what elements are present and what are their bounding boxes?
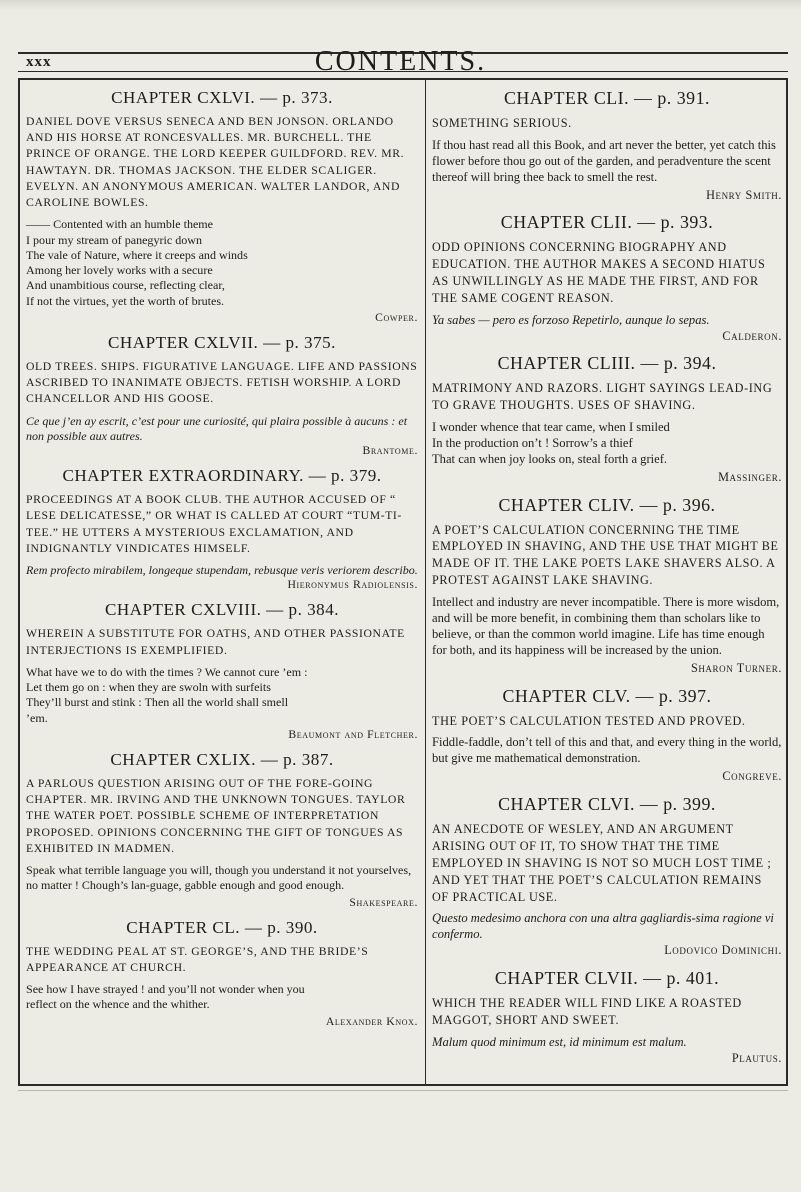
epigraph-line: —— Contented with an humble theme (26, 217, 214, 232)
chapter-summary: WHICH THE READER WILL FIND LIKE A ROASTED MAGGOT, SHORT AND SWEET. (432, 995, 742, 1027)
epigraph-attribution: Henry Smith. (706, 187, 782, 202)
chapter-heading: CHAPTER EXTRAORDINARY. — p. 379. (62, 466, 382, 486)
chapter-entry (432, 88, 782, 203)
epigraph-italic: Ce que j’en ay escrit, c’est pour une curiosité, qui plaira possible à aucuns : et non possible aux autres. (26, 413, 408, 443)
epigraph-line: reflect on the whence and the whither. (26, 997, 210, 1012)
bottom-rule (18, 1090, 788, 1091)
chapter-entry (26, 750, 418, 909)
epigraph-line: The vale of Nature, where it creeps and winds (26, 247, 248, 262)
epigraph-attribution: Plautus. (731, 1050, 782, 1065)
chapter-heading: CHAPTER CLIII. — p. 394. (497, 353, 717, 374)
chapter-summary: THE WEDDING PEAL AT ST. GEORGE’S, AND THE BRIDE’S APPEARANCE AT CHURCH. (26, 944, 369, 974)
epigraph (432, 420, 782, 468)
epigraph-line: Fiddle-faddle, don’t tell of this and that, and every thing in the world, but give me mathematical demonstration. (432, 735, 782, 766)
right-column (432, 88, 782, 1075)
epigraph-line: If thou hast read all this Book, and art never the better, yet catch this flower before thou go out of the garden, and peradventure the scent thereof will bring thee back to smell the rest. (432, 137, 776, 184)
epigraph (432, 595, 782, 659)
chapter-entry (432, 968, 782, 1066)
epigraph (26, 982, 418, 1013)
epigraph-line: ’em. (26, 710, 48, 725)
chapter-summary: ODD OPINIONS CONCERNING BIOGRAPHY AND EDUCATION. THE AUTHOR MAKES A SECOND HIATUS AS UNWILLINGLY AS HE MADE THE FIRST, AND FOR THE SAME COGENT REASON. (432, 240, 766, 306)
epigraph-line: What have we to do with the times ? We cannot cure ’em : (26, 664, 308, 679)
epigraph-attribution: Massinger. (718, 470, 782, 485)
chapter-entry (26, 88, 418, 324)
epigraph-italic: Rem profecto mirabilem, longeque stupendam, rebusque veris veriorem describo. (26, 563, 418, 578)
chapter-summary: AN ANECDOTE OF WESLEY, AND AN ARGUMENT ARISING OUT OF IT, TO SHOW THAT THE TIME EMPLOYED IN SHAVING IS NOT SO MUCH LOST TIME ; AND YET THAT THE POET’S CALCULATION REMAINS OF PRACTICAL USE. (432, 821, 772, 904)
chapter-entry (432, 353, 782, 485)
chapter-entry (26, 333, 418, 457)
epigraph-attribution: Shakespeare. (349, 895, 418, 909)
chapter-entry (432, 686, 782, 785)
chapter-summary: OLD TREES. SHIPS. FIGURATIVE LANGUAGE. LIFE AND PASSIONS ASCRIBED TO INANIMATE OBJECTS. FETISH WORSHIP. A LORD CHANCELLOR AND HIS GOOSE. (26, 360, 418, 406)
chapter-heading: CHAPTER CLVI. — p. 399. (498, 793, 716, 814)
epigraph-attribution: Lodovico Dominichi. (664, 943, 782, 958)
epigraph-attribution: Cowper. (375, 311, 418, 324)
chapter-heading: CHAPTER CXLVII. — p. 375. (108, 333, 336, 352)
epigraph-attribution: Calderon. (722, 328, 782, 343)
epigraph-line: I wonder whence that tear came, when I smiled (432, 420, 670, 435)
chapter-entry (26, 466, 418, 591)
left-column (26, 88, 418, 1037)
chapter-summary: PROCEEDINGS AT A BOOK CLUB. THE AUTHOR ACCUSED OF “ LESE DELICATESSE,” OR WHAT IS CALLED AT COURT “TUM-TI-TEE.” HE UTTERS A MYSTERIOUS EXCLAMATION, AND INDIGNANTLY VINDICATES HIMSELF. (26, 493, 402, 555)
epigraph-line: Intellect and industry are never incompatible. There is more wisdom, and will be more benefit, in combining them than scholars like to believe, or than the common world imagine. Life has time enough for both, and its happiness will be increased by the union. (432, 595, 780, 658)
page-edge (0, 0, 801, 10)
epigraph-line: Speak what terrible language you will, though you understand it not yourselves, no matter ! Chough’s lan-guage, gabble enough and good enough. (26, 862, 412, 893)
epigraph (26, 217, 418, 309)
epigraph-attribution: Alexander Knox. (325, 1014, 418, 1028)
chapter-summary: THE POET’S CALCULATION TESTED AND PROVED. (432, 713, 746, 728)
chapter-heading: CHAPTER CLV. — p. 397. (502, 685, 712, 706)
epigraph-line: And unambitious course, reflecting clear, (26, 278, 225, 293)
epigraph-line: Let them go on : when they are swoln with surfeits (26, 680, 271, 695)
running-head: CONTENTS. (314, 46, 487, 77)
chapter-entry (26, 600, 418, 741)
epigraph-attribution: Congreve. (722, 769, 782, 784)
epigraph-attribution: Brantome. (362, 444, 418, 458)
chapter-heading: CHAPTER CLIV. — p. 396. (498, 494, 716, 515)
epigraph-line: In the production on’t ! Sorrow’s a thief (432, 436, 633, 451)
epigraph (432, 138, 782, 186)
epigraph-italic: Questo medesimo anchora con una altra gagliardis-sima ragione vi confermo. (432, 911, 774, 942)
epigraph-attribution: Sharon Turner. (690, 661, 782, 676)
epigraph-line: If not the virtues, yet the worth of brutes. (26, 293, 225, 308)
chapter-heading: CHAPTER CL. — p. 390. (126, 917, 318, 937)
epigraph (26, 665, 418, 726)
chapter-heading: CHAPTER CLVII. — p. 401. (494, 967, 720, 988)
page-number: xxx (26, 54, 52, 70)
chapter-entry (432, 495, 782, 677)
epigraph (432, 735, 782, 767)
chapter-entry (432, 794, 782, 959)
epigraph-line: They’ll burst and stink : Then all the world shall smell (26, 695, 289, 710)
chapter-heading: CHAPTER CXLIX. — p. 387. (110, 749, 334, 769)
chapter-summary: DANIEL DOVE VERSUS SENECA AND BEN JONSON. ORLANDO AND HIS HORSE AT RONCESVALLES. MR. BURCHELL. THE PRINCE OF ORANGE. THE LORD KEEPER GUILDFORD. REV. MR. HAWTAYN. DR. THOMAS JACKSON. THE ELDER SCALIGER. EVELYN. AN ANONYMOUS AMERICAN. WALTER LANDOR, AND CAROLINE BOWLES. (26, 115, 405, 210)
epigraph-line: See how I have strayed ! and you’ll not wonder when you (26, 981, 305, 996)
chapter-summary: SOMETHING SERIOUS. (432, 116, 572, 130)
chapter-entry (26, 918, 418, 1028)
chapter-summary: WHEREIN A SUBSTITUTE FOR OATHS, AND OTHER PASSIONATE INTERJECTIONS IS EXEMPLIFIED. (26, 627, 405, 657)
chapter-heading: CHAPTER CLI. — p. 391. (504, 88, 710, 108)
epigraph-line: I pour my stream of panegyric down (26, 232, 202, 247)
chapter-heading: CHAPTER CLII. — p. 393. (500, 212, 714, 233)
chapter-summary: MATRIMONY AND RAZORS. LIGHT SAYINGS LEAD-ING TO GRAVE THOUGHTS. USES OF SHAVING. (432, 381, 773, 413)
epigraph-italic: Malum quod minimum est, id minimum est malum. (432, 1034, 687, 1049)
chapter-summary: A PARLOUS QUESTION ARISING OUT OF THE FORE-GOING CHAPTER. MR. IRVING AND THE UNKNOWN TONGUES. TAYLOR THE WATER POET. POSSIBLE SCHEME OF INTERPRETATION PROPOSED. OPINIONS CONCERNING THE GIFT OF TONGUES AS EXHIBITED IN MADMEN. (26, 776, 406, 855)
epigraph-line: Among her lovely works with a secure (26, 263, 213, 278)
chapter-summary: A POET’S CALCULATION CONCERNING THE TIME EMPLOYED IN SHAVING, AND THE USE THAT MIGHT BE MADE OF IT. THE LAKE POETS LAKE SHAVERS ALSO. A PROTEST AGAINST LAKE SHAVING. (432, 522, 779, 588)
epigraph-attribution: Beaumont and Fletcher. (288, 727, 418, 741)
epigraph (26, 863, 418, 894)
chapter-entry (432, 212, 782, 344)
epigraph-attribution: Hieronymus Radiolensis. (287, 578, 418, 592)
epigraph-italic: Ya sabes — pero es forzoso Repetirlo, aunque lo sepas. (432, 312, 710, 327)
column-divider (425, 80, 426, 1084)
chapter-heading: CHAPTER CXLVI. — p. 373. (111, 88, 333, 107)
epigraph-line: That can when joy looks on, steal forth a grief. (432, 452, 668, 467)
chapter-heading: CHAPTER CXLVIII. — p. 384. (104, 600, 340, 620)
